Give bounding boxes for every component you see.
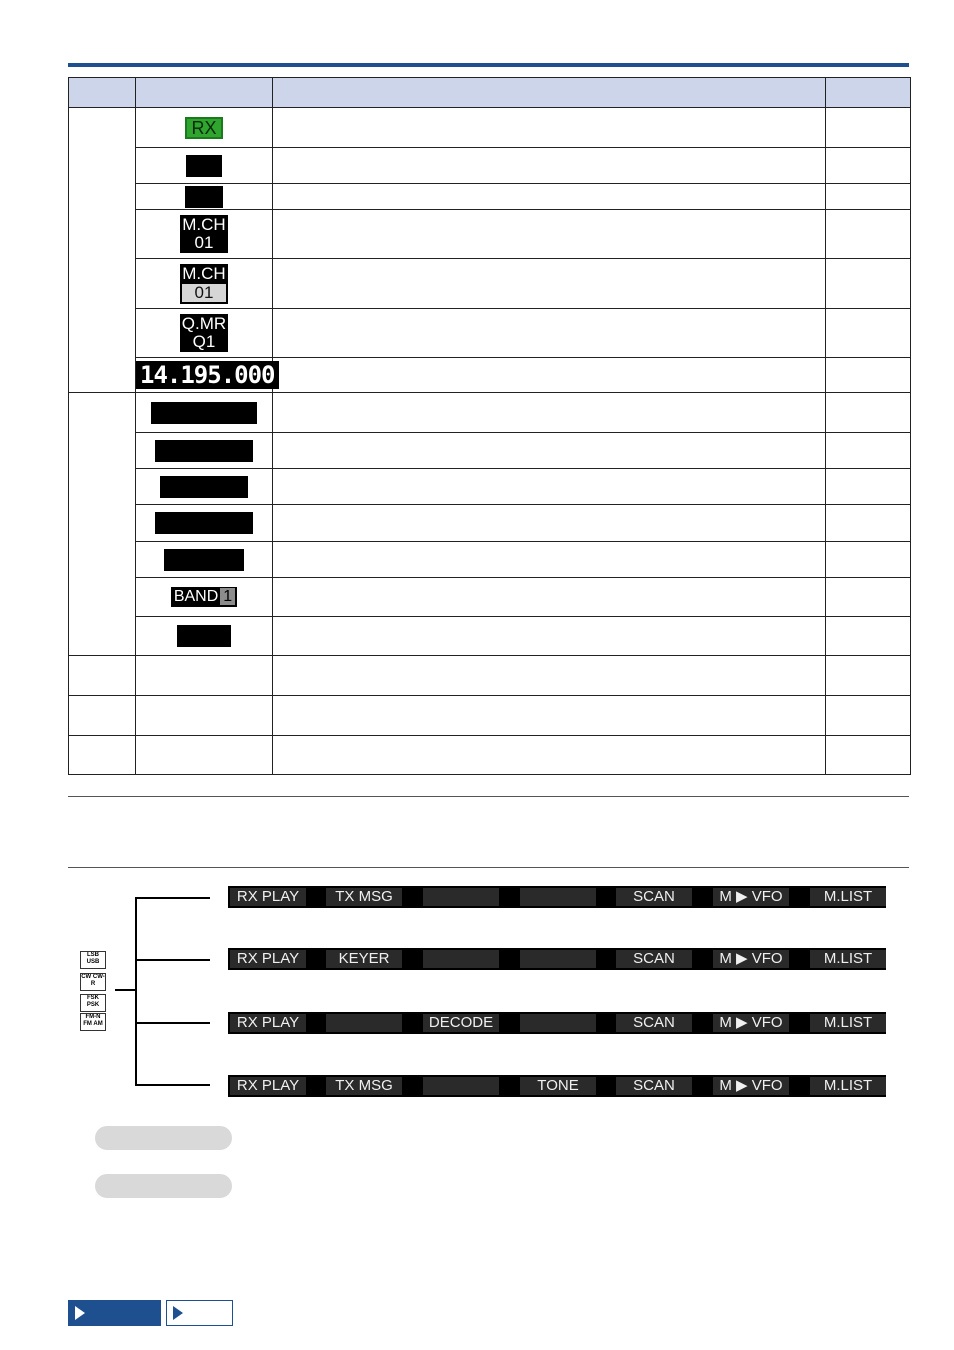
memory-channel-indicator: M.CH 01 bbox=[180, 215, 228, 253]
fsk-psk-mode-icon: FSK PSK bbox=[80, 994, 106, 1012]
display-items-table bbox=[68, 77, 911, 775]
redacted-indicator bbox=[164, 549, 244, 571]
table-header-row bbox=[69, 78, 911, 108]
tx-msg-key[interactable]: TX MSG bbox=[326, 888, 402, 906]
table-row bbox=[69, 656, 911, 696]
rx-indicator: RX bbox=[185, 117, 222, 139]
table-row bbox=[69, 393, 911, 433]
scan-key[interactable]: SCAN bbox=[616, 1014, 692, 1032]
quick-memory-indicator: Q.MR Q1 bbox=[181, 314, 227, 351]
rx-play-key[interactable]: RX PLAY bbox=[230, 1014, 306, 1032]
table-row bbox=[69, 505, 911, 542]
group-cell bbox=[69, 108, 136, 393]
function-key-bar-ssb bbox=[228, 886, 886, 908]
m-list-key[interactable]: M.LIST bbox=[810, 1014, 886, 1032]
blank-key[interactable] bbox=[520, 888, 596, 906]
redacted-indicator bbox=[186, 155, 222, 177]
tone-key[interactable]: TONE bbox=[520, 1077, 596, 1095]
m-to-vfo-key[interactable]: M ▶ VFO bbox=[713, 950, 789, 968]
function-key-bar-fm-am bbox=[228, 1075, 886, 1097]
redacted-indicator bbox=[155, 440, 253, 462]
bracket-branch bbox=[135, 1022, 210, 1024]
table-row bbox=[69, 210, 911, 259]
table-row bbox=[69, 309, 911, 358]
frequency-display: 14.195.000 bbox=[136, 361, 279, 389]
blank-key[interactable] bbox=[423, 888, 499, 906]
bracket-branch bbox=[135, 959, 210, 961]
redacted-indicator bbox=[177, 625, 231, 647]
group-cell bbox=[69, 393, 136, 656]
m-to-vfo-key[interactable]: M ▶ VFO bbox=[713, 888, 789, 906]
rx-play-key[interactable]: RX PLAY bbox=[230, 888, 306, 906]
function-key-bar-cw bbox=[228, 948, 886, 970]
m-list-key[interactable]: M.LIST bbox=[810, 950, 886, 968]
table-row bbox=[69, 469, 911, 505]
table-row bbox=[69, 184, 911, 210]
bracket-branch bbox=[135, 1084, 210, 1086]
note-pill bbox=[95, 1174, 232, 1198]
table-row bbox=[69, 358, 911, 393]
table-row bbox=[69, 736, 911, 775]
m-to-vfo-key[interactable]: M ▶ VFO bbox=[713, 1014, 789, 1032]
blank-key[interactable] bbox=[520, 1014, 596, 1032]
header-cell bbox=[69, 78, 136, 108]
table-row bbox=[69, 108, 911, 148]
nav-button-primary[interactable] bbox=[68, 1300, 161, 1326]
redacted-indicator bbox=[151, 402, 257, 424]
m-to-vfo-key[interactable]: M ▶ VFO bbox=[713, 1077, 789, 1095]
function-key-bar-fsk bbox=[228, 1012, 886, 1034]
lsb-usb-mode-icon: LSB USB bbox=[80, 951, 106, 969]
scan-key[interactable]: SCAN bbox=[616, 888, 692, 906]
table-row bbox=[69, 542, 911, 578]
table-row bbox=[69, 696, 911, 736]
table-row bbox=[69, 578, 911, 617]
scan-key[interactable]: SCAN bbox=[616, 1077, 692, 1095]
section-divider bbox=[68, 867, 909, 868]
blank-key[interactable] bbox=[423, 1077, 499, 1095]
scan-key[interactable]: SCAN bbox=[616, 950, 692, 968]
blank-key[interactable] bbox=[423, 950, 499, 968]
rx-play-key[interactable]: RX PLAY bbox=[230, 950, 306, 968]
nav-button-secondary[interactable] bbox=[166, 1300, 233, 1326]
keyer-key[interactable]: KEYER bbox=[326, 950, 402, 968]
redacted-indicator bbox=[155, 512, 253, 534]
memory-channel-selected-indicator: M.CH 01 bbox=[180, 264, 228, 304]
decode-key[interactable]: DECODE bbox=[423, 1014, 499, 1032]
table-row bbox=[69, 433, 911, 469]
blank-key[interactable] bbox=[520, 950, 596, 968]
redacted-indicator bbox=[160, 476, 248, 498]
table-row bbox=[69, 617, 911, 656]
rx-play-key[interactable]: RX PLAY bbox=[230, 1077, 306, 1095]
cw-mode-icon: CW CW-R bbox=[80, 973, 106, 991]
blank-key[interactable] bbox=[326, 1014, 402, 1032]
header-cell bbox=[273, 78, 826, 108]
play-arrow-icon bbox=[75, 1306, 85, 1320]
m-list-key[interactable]: M.LIST bbox=[810, 1077, 886, 1095]
tx-msg-key[interactable]: TX MSG bbox=[326, 1077, 402, 1095]
band-indicator: BAND 1 bbox=[171, 587, 237, 607]
bracket-branch bbox=[135, 897, 210, 899]
header-cell bbox=[136, 78, 273, 108]
bracket-stem bbox=[115, 989, 137, 991]
header-cell bbox=[826, 78, 911, 108]
table-row bbox=[69, 148, 911, 184]
top-rule bbox=[68, 63, 909, 67]
fm-am-mode-icon: FM-N FM AM bbox=[80, 1013, 106, 1031]
icon-cell bbox=[136, 108, 273, 148]
play-arrow-icon bbox=[173, 1306, 183, 1320]
table-row bbox=[69, 259, 911, 309]
section-divider bbox=[68, 796, 909, 797]
redacted-indicator bbox=[185, 186, 223, 208]
note-pill bbox=[95, 1126, 232, 1150]
m-list-key[interactable]: M.LIST bbox=[810, 888, 886, 906]
bracket-line bbox=[135, 897, 137, 1086]
